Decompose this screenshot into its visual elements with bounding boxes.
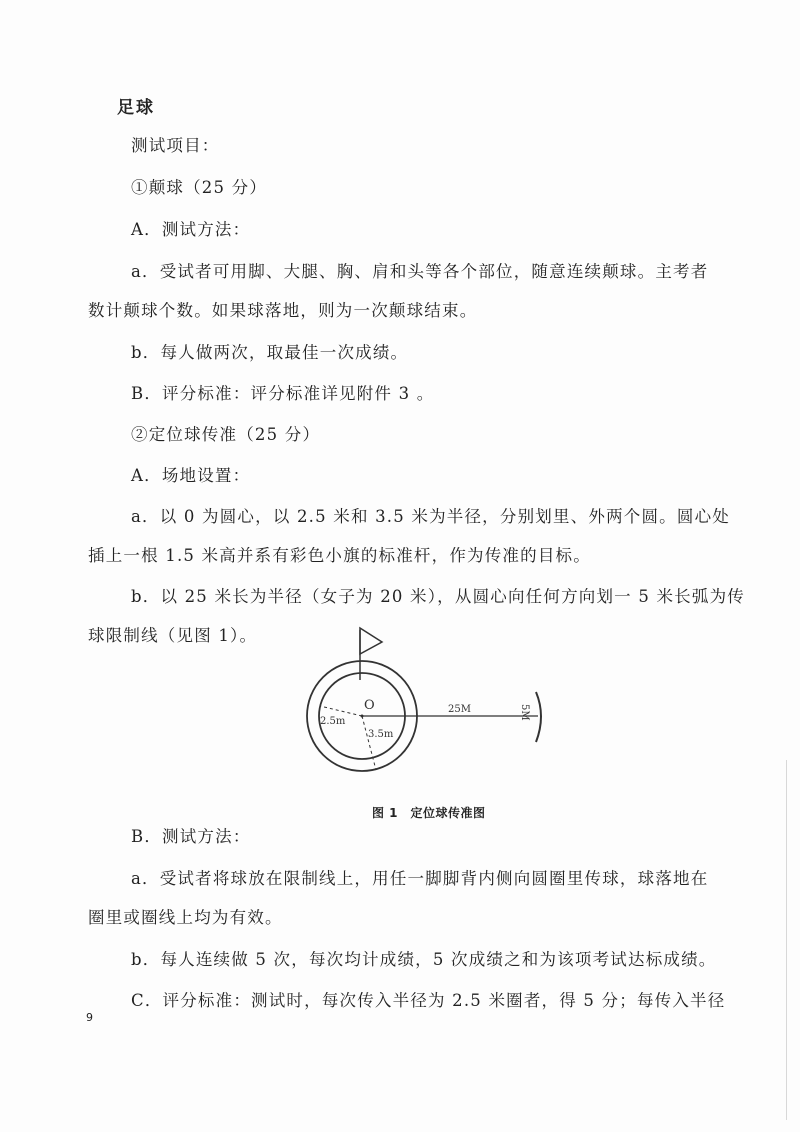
paragraph-line: 插上一根 1.5 米高并系有彩色小旗的标准杆，作为传准的目标。 bbox=[88, 546, 591, 565]
distance-label: 25M bbox=[448, 704, 471, 715]
paragraph-line: a．受试者将球放在限制线上，用任一脚脚背内侧向圆圈里传球，球落地在 bbox=[131, 869, 709, 888]
paragraph-line: 测试项目： bbox=[131, 136, 220, 155]
outer-radius-line bbox=[362, 716, 376, 770]
paragraph-line: B．测试方法： bbox=[131, 827, 251, 846]
scan-edge-line bbox=[786, 760, 787, 1120]
paragraph-line: a．受试者可用脚、大腿、胸、肩和头等各个部位，随意连续颠球。主考者 bbox=[131, 262, 709, 281]
outer-radius-label: 3.5m bbox=[368, 729, 394, 740]
paragraph-line: 数计颠球个数。如果球落地，则为一次颠球结束。 bbox=[88, 301, 478, 320]
paragraph-line: b．每人做两次，取最佳一次成绩。 bbox=[131, 343, 409, 362]
paragraph-line: 球限制线（见图 1）。 bbox=[88, 626, 258, 645]
inner-radius-line bbox=[320, 706, 362, 716]
paragraph-line: 圈里或圈线上均为有效。 bbox=[88, 908, 283, 927]
paragraph-line: B．评分标准：评分标准详见附件 3 。 bbox=[131, 384, 435, 403]
figure-caption: 图 1 定位球传准图 bbox=[372, 806, 486, 820]
paragraph-line: A．测试方法： bbox=[131, 220, 251, 239]
paragraph-line: b．以 25 米长为半径（女子为 20 米），从圆心向任何方向划一 5 米长弧为传 bbox=[131, 587, 745, 606]
page-number: 9 bbox=[86, 1011, 93, 1024]
paragraph-line: a．以 0 为圆心，以 2.5 米和 3.5 米为半径，分别划里、外两个圆。圆心处 bbox=[131, 507, 730, 526]
paragraph-line: ②定位球传准（25 分） bbox=[131, 425, 321, 444]
center-label: O bbox=[364, 698, 375, 713]
paragraph-line: A．场地设置： bbox=[131, 466, 251, 485]
paragraph-line: ①颠球（25 分） bbox=[131, 178, 268, 197]
paragraph-line: C．评分标准：测试时，每次传入半径为 2.5 米圈者，得 5 分；每传入半径 bbox=[131, 991, 726, 1010]
section-heading: 足球 bbox=[117, 98, 155, 118]
paragraph-line: b．每人连续做 5 次，每次均计成绩，5 次成绩之和为该项考试达标成绩。 bbox=[131, 950, 717, 969]
inner-radius-label: 2.5m bbox=[320, 716, 346, 727]
arc-length-label: 5M bbox=[519, 704, 530, 721]
passing-target-diagram bbox=[290, 620, 560, 780]
flag-icon bbox=[360, 628, 382, 654]
limit-arc bbox=[536, 692, 541, 742]
